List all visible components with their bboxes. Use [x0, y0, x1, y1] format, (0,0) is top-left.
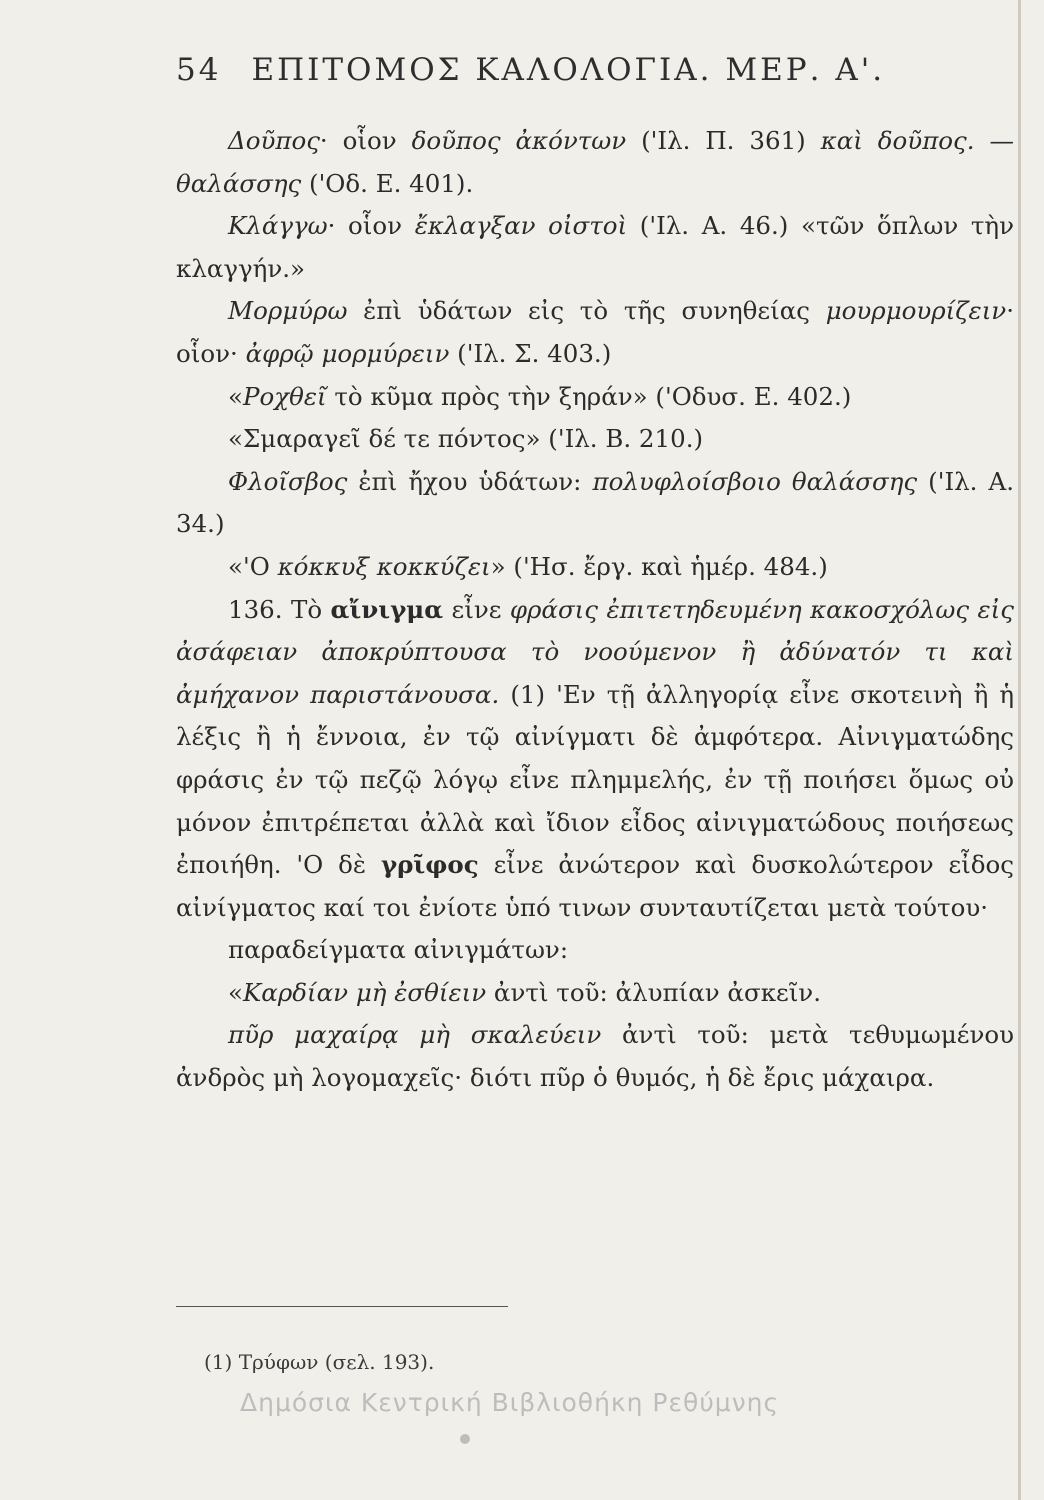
- examples-heading: παραδείγματα αἰνιγμάτων:: [228, 935, 569, 965]
- quote: δοῦπος ἀκόντων: [411, 126, 627, 155]
- example-1: [176, 972, 1014, 1015]
- text: ἐπὶ ἤχου ὑδάτων:: [347, 466, 593, 496]
- text: » ('Ησ. ἔργ. καὶ ἡμέρ. 484.): [490, 551, 828, 581]
- quote: ἀφρῷ μορμύρειν: [245, 338, 450, 368]
- text: ἀντὶ τοῦ: μετὰ τεθυμωμένου ἀνδρὸς μὴ λογομαχεῖς· διότι πῦρ ὁ θυμός, ἡ δὲ ἔρις μάχαιρα.: [176, 1020, 1014, 1093]
- entry-rochthei: [176, 376, 1014, 419]
- ink-dot: [460, 1434, 470, 1444]
- text: ('Οδ. Ε. 401).: [301, 168, 474, 198]
- text: ἀντὶ τοῦ: ἀλυπίαν ἀσκεῖν.: [486, 977, 821, 1007]
- term: γρῖφος: [380, 850, 479, 880]
- text: εἶνε: [443, 594, 510, 624]
- text: ἐπὶ ὑδάτων εἰς τὸ τῆς συνηθείας: [347, 296, 826, 326]
- running-header: [176, 52, 976, 88]
- quote: Καρδίαν μὴ ἐσθίειν: [243, 977, 487, 1007]
- term: Δοῦπος: [228, 126, 320, 155]
- term: Κλάγγω: [228, 211, 328, 241]
- text: ('Ιλ. Σ. 403.): [449, 338, 612, 368]
- footnote: (1) Τρύφων (σελ. 193).: [204, 1350, 435, 1374]
- definition: φράσις ἐπιτετηδευμένη κακοσχόλως εἰς ἀσάφειαν ἀποκρύπτουσα τὸ νοούμενον ἢ ἀδύνατόν τι καὶ ἀμήχανον παριστάνουσα.: [176, 594, 1014, 709]
- text: «: [228, 381, 243, 411]
- entry-mormyro: [176, 290, 1014, 375]
- quote: μουρμουρίζειν: [825, 296, 1007, 326]
- entry-phloisvos: [176, 461, 1014, 546]
- text: (1) 'Εν τῇ ἀλληγορίᾳ εἶνε σκοτεινὴ ἢ ἡ λέξις ἢ ἡ ἔννοια, ἐν τῷ αἰνίγματι δὲ ἀμφότερα. Αἰνιγματώδης φράσις ἐν τῷ πεζῷ λόγῳ εἶνε πλημμελής, ἐν τῇ ποιήσει ὅμως οὐ μόνον ἐπιτρέπεται ἀλλὰ καὶ ἴδιον εἶδος αἰνιγματώδους ποιήσεως ἐποιήθη. 'Ο δὲ: [176, 679, 1015, 880]
- entry-doupos: [176, 120, 1014, 205]
- entry-kokkyx: [176, 546, 1014, 589]
- text: τὸ κῦμα πρὸς τὴν ξηράν» ('Οδυσ. Ε. 402.): [326, 381, 852, 411]
- term: Μορμύρω: [228, 296, 348, 326]
- text: «: [228, 977, 243, 1007]
- text: · οἷον: [327, 211, 415, 241]
- example-2: [176, 1014, 1014, 1099]
- page-body: [176, 120, 1014, 1100]
- quote: καὶ δοῦπος. —θαλάσσης: [176, 126, 1014, 198]
- text: «'Ο: [228, 551, 278, 581]
- term: αἴνιγμα: [330, 594, 444, 624]
- entry-klaggo: [176, 205, 1014, 290]
- quote: ἔκλαγξαν οἰστοὶ: [414, 211, 628, 241]
- page-number: 54: [176, 52, 222, 88]
- entry-smaragei: «Σμαραγεῖ δέ τε πόντος» ('Ιλ. Β. 210.): [228, 424, 704, 454]
- quote: κόκκυξ κοκκύζει: [277, 551, 491, 581]
- text: εἶνε ἀνώτερον καὶ δυσκολώτερον εἶδος αἰνίγματος καί τοι ἐνίοτε ὑπό τινων συνταυτίζεται μετὰ τούτου·: [176, 850, 1015, 922]
- term: Φλοῖσβος: [228, 466, 348, 496]
- text: ('Ιλ. Π. 361): [626, 126, 821, 155]
- quote: Ροχθεῖ: [243, 381, 327, 411]
- library-stamp: Δημόσια Κεντρική Βιβλιοθήκη Ρεθύμνης: [240, 1388, 780, 1417]
- text: ('Ιλ. Α. 34.): [176, 466, 1015, 539]
- running-title: ΕΠΙΤΟΜΟΣ ΚΑΛΟΛΟΓΙΑ. ΜΕΡ. Α'.: [251, 52, 886, 88]
- quote: πολυφλοίσβοιο θαλάσσης: [592, 466, 918, 496]
- text: ('Ιλ. Α. 46.) «τῶν ὅπλων τὴν κλαγγήν.»: [176, 211, 1015, 283]
- text: Τὸ: [282, 594, 331, 624]
- text: · οἷον: [319, 126, 412, 155]
- quote: πῦρ μαχαίρᾳ μὴ σκαλεύειν: [228, 1020, 602, 1050]
- text: · οἷον·: [176, 296, 1014, 368]
- section-number: 136.: [228, 594, 283, 624]
- section-136: [176, 589, 1014, 930]
- footnote-rule: [176, 1306, 508, 1307]
- page-edge: [1018, 0, 1021, 1500]
